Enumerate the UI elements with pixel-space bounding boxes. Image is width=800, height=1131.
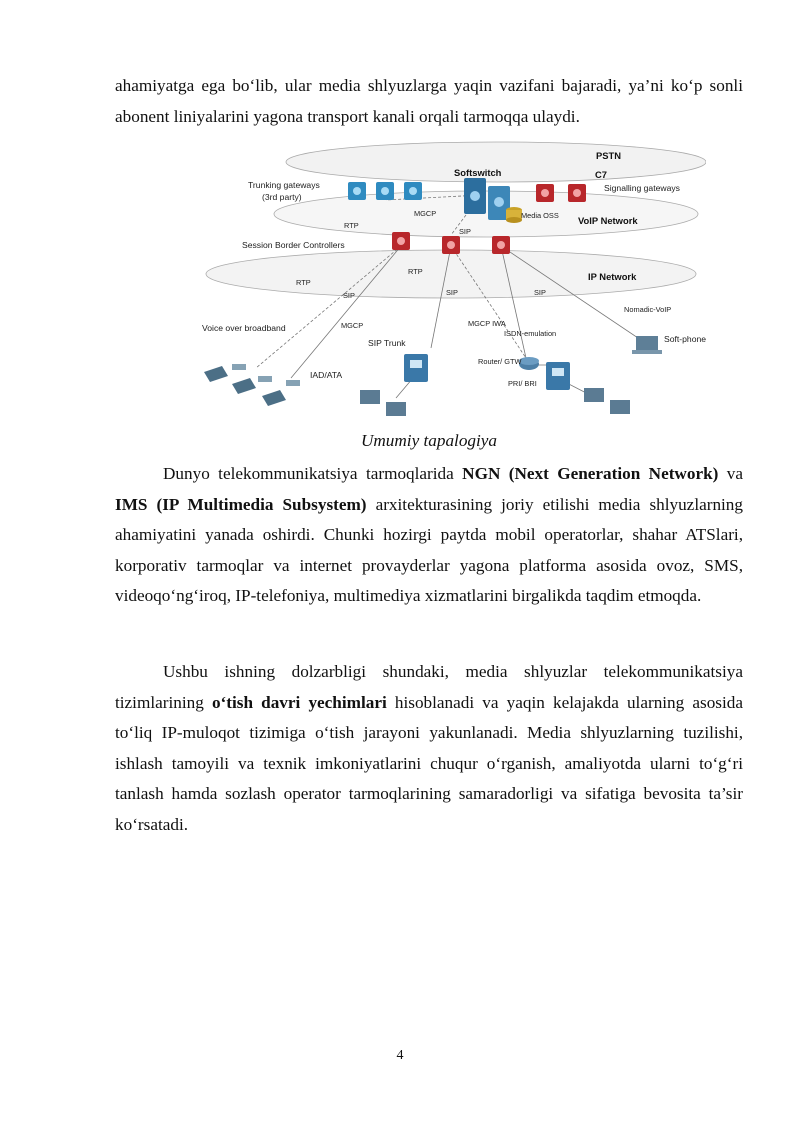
label-ip-network: IP Network xyxy=(588,271,637,282)
label-softswitch: Softswitch xyxy=(454,167,502,178)
soft-phone-laptop xyxy=(632,336,662,354)
trunking-gateways xyxy=(348,182,422,200)
label-sip-top: SIP xyxy=(459,227,471,236)
label-signalling-gateways: Signalling gateways xyxy=(604,183,680,193)
label-media-oss: Media OSS xyxy=(521,211,559,220)
label-mgcp-left: MGCP xyxy=(341,321,364,330)
figure-caption: Umumiy tapalogiya xyxy=(360,431,498,450)
label-sip-mid: SIP xyxy=(446,288,458,297)
ngn-bold-ngn: NGN (Next Generation Network) xyxy=(462,464,719,483)
ngn-text-2: va xyxy=(718,464,743,483)
label-sip-left: SIP xyxy=(343,291,355,300)
media-oss-database xyxy=(506,207,522,223)
label-sbc: Session Border Controllers xyxy=(242,240,345,250)
label-mgcp-top: MGCP xyxy=(414,209,437,218)
ngn-bold-ims: IMS (IP Multimedia Subsystem) xyxy=(115,494,367,514)
ngn-text-3: arxitekturasining joriy etilishi media shlyuzlarning ahamiyatini yanada oshirdi. Chunki hozirgi paytda mobil operatorlar, shahar ATSlari, korporativ tarmoqlar va internet provayderlar yagona platforma asosida ovoz, SMS, videoqo‘ng‘iroq, IP-telefoniya, multimediya xizmatlarini birgalikda taqdim etmoqda. xyxy=(115,494,743,606)
label-rtp-mid: RTP xyxy=(408,267,423,276)
urgency-text-2: hisoblanadi va yaqin kelajakda ularning asosida to‘liq IP-muloqot tizimiga o‘tish jarayoni yakunlanadi. Media shlyuzlarning tuzilishi, ishlash tamoyili va texnik imkoniyatlarini chuqur o‘rganish, amaliyotda ularni to‘g‘ri tanlash hamda sozlash operator tarmoqlarining samaradorligi va sifatiga bevosita ta’sir ko‘rsatadi. xyxy=(115,692,743,834)
label-rtp-voip: RTP xyxy=(344,221,359,230)
urgency-bold: o‘tish davri yechimlari xyxy=(211,692,387,712)
label-rtp-left: RTP xyxy=(296,278,311,287)
label-isdn-emulation: ISDN-emulation xyxy=(504,329,557,338)
label-sip-right: SIP xyxy=(534,288,546,297)
label-trunking-gateways: Trunking gateways xyxy=(248,180,320,190)
label-iad-ata: IAD/ATA xyxy=(310,370,343,380)
label-third-party: (3rd party) xyxy=(262,192,302,202)
ngn-text-1: Dunyo telekommunikatsiya tarmoqlarida xyxy=(163,464,463,483)
isdn-pbx xyxy=(546,362,630,414)
label-pstn: PSTN xyxy=(596,150,622,161)
label-nomadic-voip: Nomadic-VoIP xyxy=(624,305,672,314)
label-voice-over-broadband: Voice over broadband xyxy=(202,323,286,333)
voice-over-broadband-phones xyxy=(204,364,300,406)
page-number: 4 xyxy=(396,1048,404,1063)
label-voip-network: VoIP Network xyxy=(578,215,638,226)
ngn-topology-diagram xyxy=(196,140,706,422)
label-c7: C7 xyxy=(595,169,607,180)
label-mgcp-iwa: MGCP IWA xyxy=(468,319,506,328)
label-pri-bri: PRI/ BRI xyxy=(508,379,537,388)
label-router-gtw: Router/ GTW xyxy=(478,357,522,366)
urgency-text-1: Ushbu ishning dolzarbligi shundaki, media shlyuzlar telekommunikatsiya tizimlarining xyxy=(115,662,743,712)
paragraph-urgency xyxy=(115,657,743,841)
sip-trunk-pbx xyxy=(360,354,428,416)
label-sip-trunk: SIP Trunk xyxy=(368,338,406,348)
paragraph-intro xyxy=(115,71,743,132)
router-gtw xyxy=(519,357,539,370)
paragraph-ngn xyxy=(115,459,743,612)
label-soft-phone: Soft-phone xyxy=(664,334,706,344)
paragraph-intro-text: ahamiyatga ega bo‘lib, ular media shlyuzlarga yaqin vazifani bajaradi, ya’ni ko‘p sonli abonent liniyalarini yagona transport kanali orqali tarmoqqa ulaydi. xyxy=(115,76,743,126)
